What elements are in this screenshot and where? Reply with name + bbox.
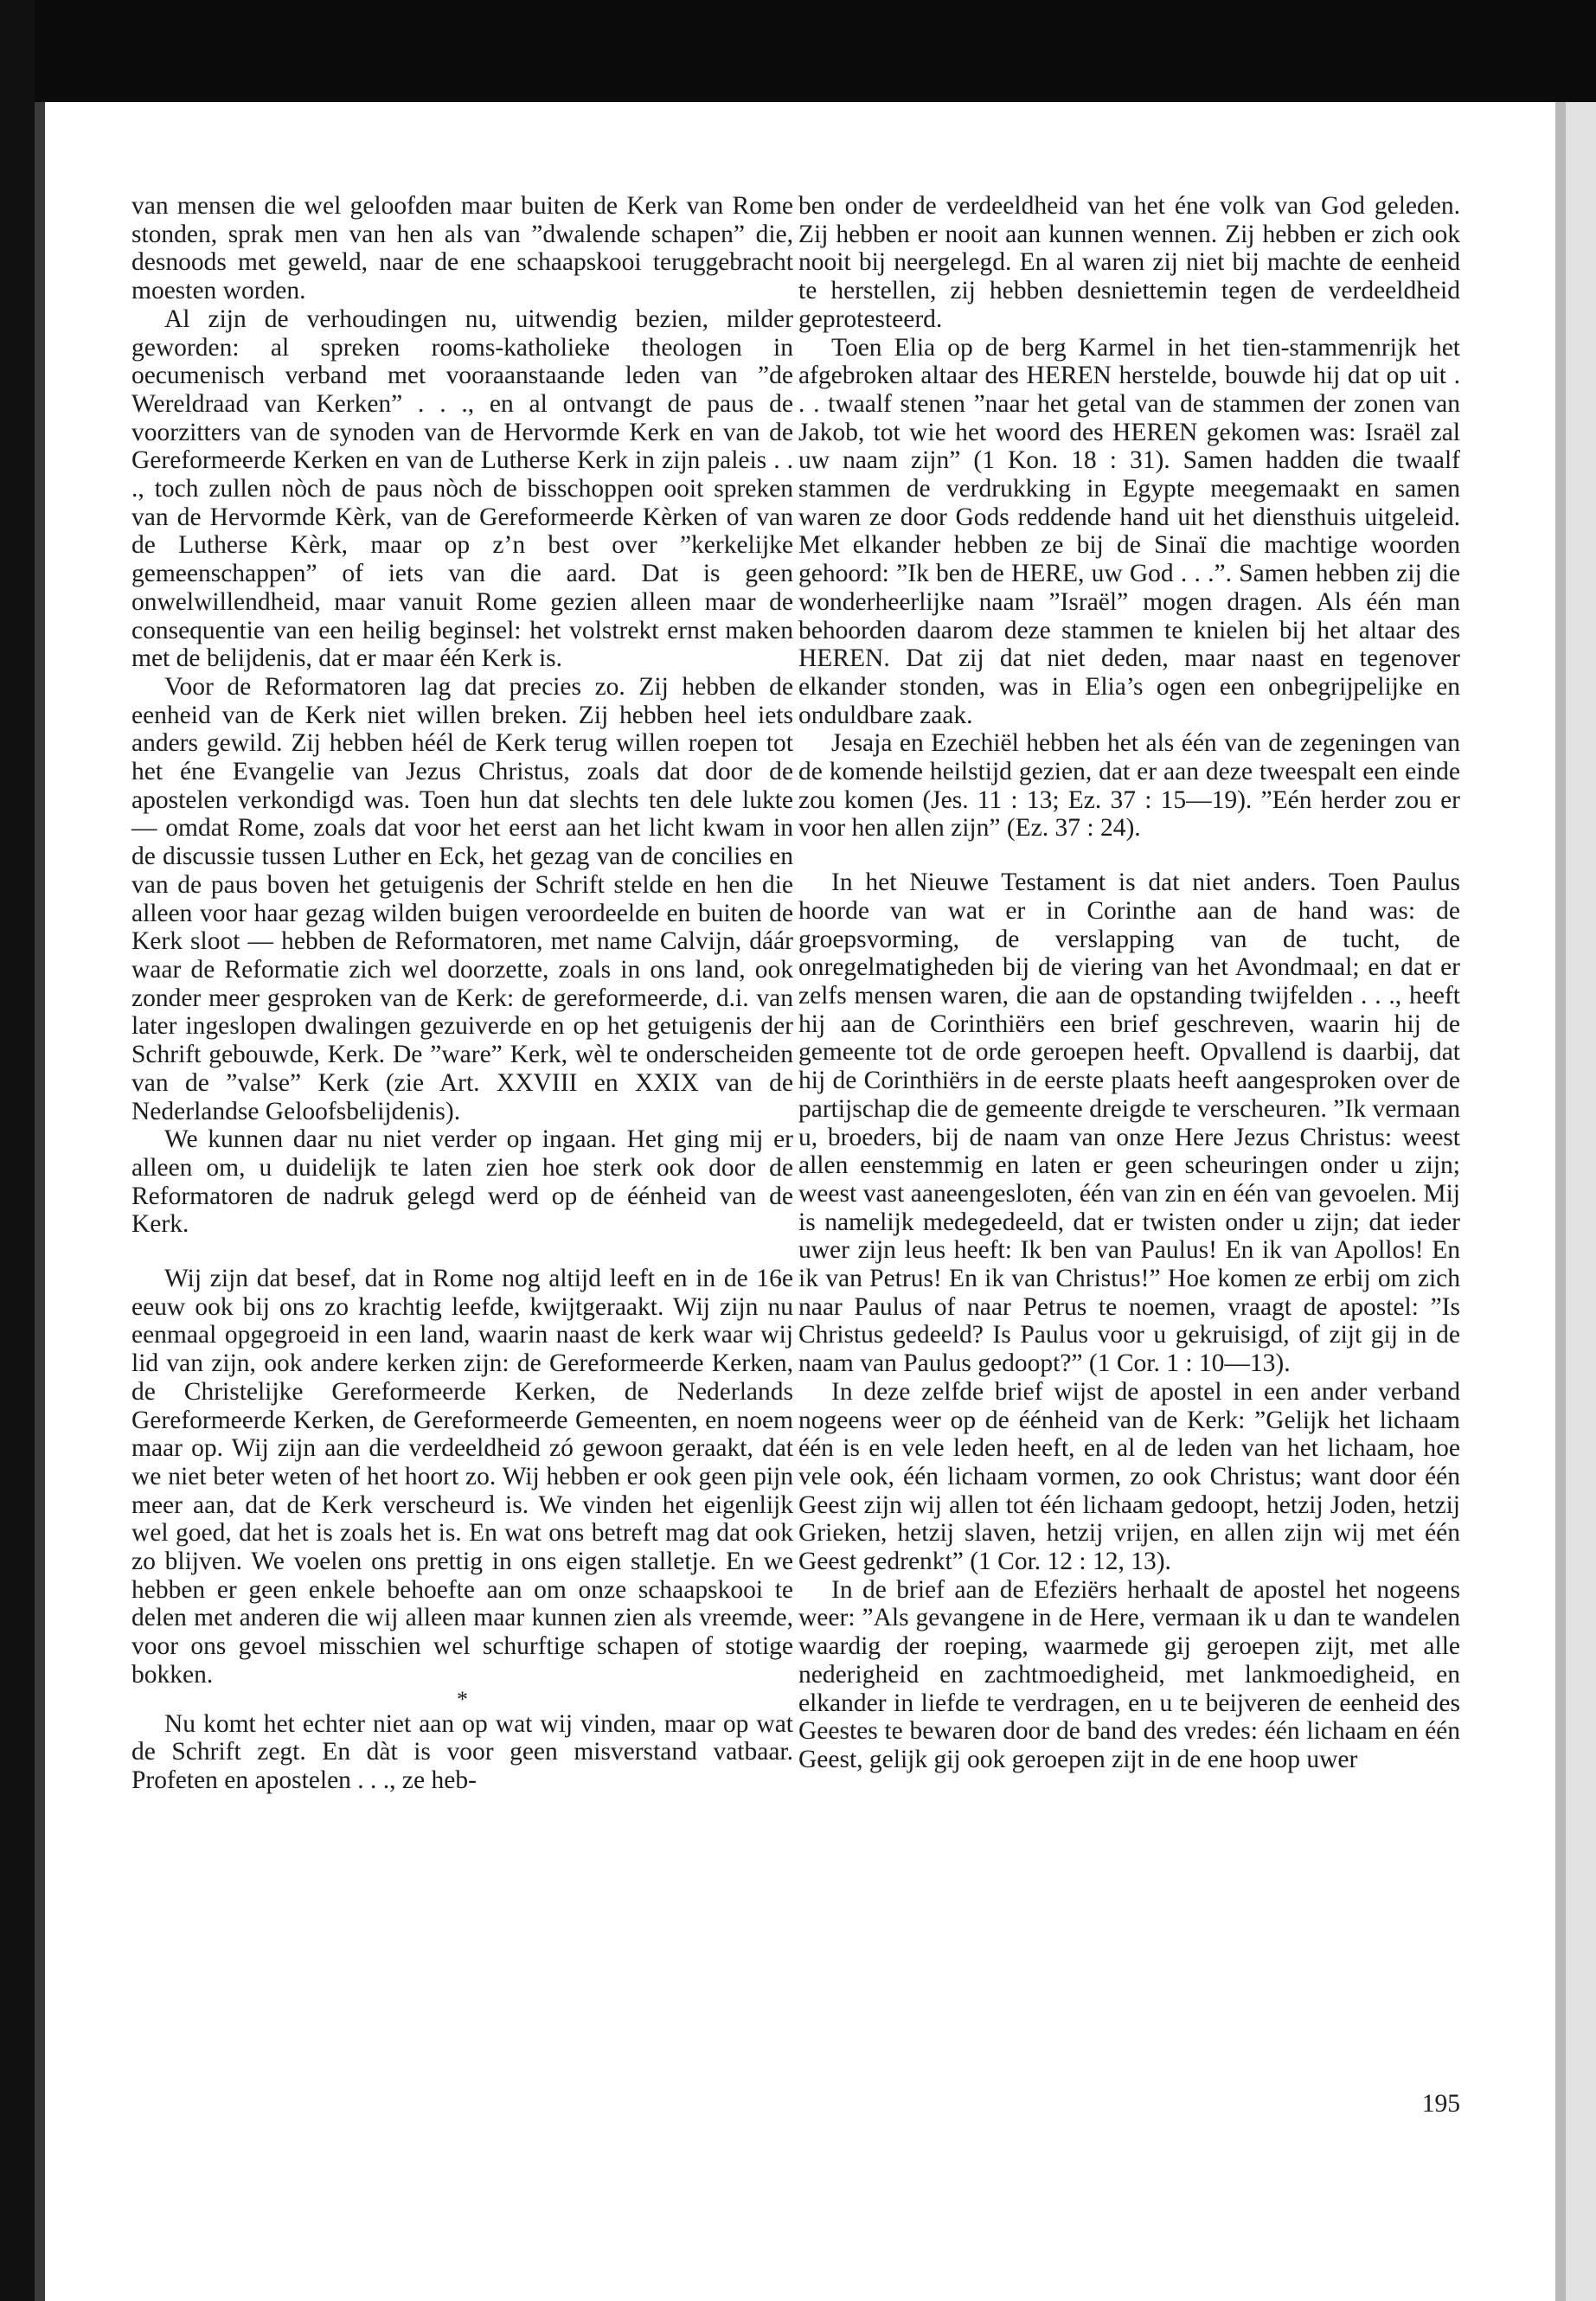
paragraph: ben onder de verdeeldheid van het éne volk van God geleden. Zij hebben er nooit aan kunnen wennen. Zij hebben er zich ook nooit bij neergelegd. En al waren zij niet bij machte de eenheid te herstellen, zij hebben desniettemin tegen de verdeeldheid geprotesteerd. xyxy=(798,192,1460,333)
paragraph: Nu komt het echter niet aan op wat wij vinden, maar op wat de Schrift zegt. En dàt is voor geen misverstand vatbaar. Profeten en apostelen . . ., ze heb- xyxy=(131,1709,793,1794)
scan-top-border xyxy=(0,0,1596,102)
paragraph: van mensen die wel geloofden maar buiten de Kerk van Rome stonden, sprak men van hen als van ”dwalende schapen” die, desnoods met geweld, naar de ene schaapskooi teruggebracht moesten worden. xyxy=(131,192,793,305)
page-edge-shadow xyxy=(1555,102,1566,2301)
section-separator: * xyxy=(457,1686,468,1712)
page-gutter-shadow xyxy=(35,102,45,2301)
right-column xyxy=(798,192,1460,1774)
paragraph: In het Nieuwe Testament is dat niet anders. Toen Paulus hoorde van wat er in Corinthe aan de hand was: de groepsvorming, de verslapping van de tucht, de onregelmatigheden bij de viering van het Avondmaal; en dat er zelfs mensen waren, die aan de opstanding twijfelden . . ., heeft hij aan de Corinthiërs een brief geschreven, waarin hij de gemeente tot de orde geroepen heeft. Opvallend is daarbij, dat hij de Corinthiërs in de eerste plaats heeft aangesproken over de partijschap die de gemeente dreigde te verscheuren. ”Ik vermaan u, broeders, bij de naam van onze Here Jezus Christus: weest allen eenstemmig en laten er geen scheuringen onder u zijn; weest vast aaneengesloten, één van zin en één van gevoelen. Mij is namelijk medegedeeld, dat er twisten onder u zijn; dat ieder uwer zijn leus heeft: Ik ben van Paulus! En ik van Apollos! En ik van Petrus! En ik van Christus!” Hoe komen ze erbij om zich naar Paulus of naar Petrus te noemen, vraagt de apostel: ”Is Christus gedeeld? Is Paulus voor u gekruisigd, of zijt gij in de naam van Paulus gedoopt?” (1 Cor. 1 : 10—13). xyxy=(798,868,1460,1378)
page-number: 195 xyxy=(1421,2090,1460,2118)
paragraph: Voor de Reformatoren lag dat precies zo. Zij hebben de eenheid van de Kerk niet willen breken. Zij hebben heel iets anders gewild. Zij hebben héél de Kerk terug willen roepen tot het éne Evangelie van Jezus Christus, zoals dat door de apostelen verkondigd was. Toen hun dat slechts ten dele lukte — omdat Rome, zoals dat voor het eerst aan het licht kwam in de discussie tussen Luther en Eck, het gezag van de concilies en van de paus boven het getuigenis der Schrift stelde en hen die alleen voor haar gezag wilden buigen veroordeelde en buiten de Kerk sloot — hebben de Reformatoren, met name Calvijn, dáár waar de Reformatie zich wel doorzette, zoals in ons land, ook zonder meer gesproken van de Kerk: de gereformeerde, d.i. van later ingeslopen dwalingen gezuiverde en op het getuigenis der Schrift gebouwde, Kerk. De ”ware” Kerk, wèl te onderscheiden van de ”valse” Kerk (zie Art. XXVIII en XXIX van de Nederlandse Geloofsbelijdenis). xyxy=(131,672,793,1125)
paragraph: Al zijn de verhoudingen nu, uitwendig bezien, milder geworden: al spreken rooms-katholieke theologen in oecumenisch verband met vooraanstaande leden van ”de Wereldraad van Kerken” . . ., en al ontvangt de paus de voorzitters van de synoden van de Hervormde Kerk en van de Gereformeerde Kerken en van de Lutherse Kerk in zijn paleis . . ., toch zullen nòch de paus nòch de bisschoppen ooit spreken van de Hervormde Kèrk, van de Gereformeerde Kèrken of van de Lutherse Kèrk, maar op z’n best over ”kerkelijke gemeenschappen” of iets van die aard. Dat is geen onwelwillendheid, maar vanuit Rome gezien alleen maar de consequentie van een heilig beginsel: het volstrekt ernst maken met de belijdenis, dat er maar één Kerk is. xyxy=(131,304,793,673)
scan-right-border xyxy=(1566,102,1596,2301)
paragraph: Jesaja en Ezechiël hebben het als één van de zegeningen van de komende heilstijd gezien, dat er aan deze tweespalt een einde zou komen (Jes. 11 : 13; Ez. 37 : 15—19). ”Eén herder zou er voor hen allen zijn” (Ez. 37 : 24). xyxy=(798,729,1460,843)
paragraph: In deze zelfde brief wijst de apostel in een ander verband nogeens weer op de éénheid van de Kerk: ”Gelijk het lichaam één is en vele leden heeft, en al de leden van het lichaam, hoe vele ook, één lichaam vormen, zo ook Christus; want door één Geest zijn wij allen tot één lichaam gedoopt, hetzij Joden, hetzij Grieken, hetzij slaven, hetzij vrijen, en allen zijn wij met één Geest gedrenkt” (1 Cor. 12 : 12, 13). xyxy=(798,1377,1460,1576)
paragraph: Toen Elia op de berg Karmel in het tien-stammenrijk het afgebroken altaar des HEREN herstelde, bouwde hij dat op uit . . . twaalf stenen ”naar het getal van de stammen der zonen van Jakob, tot wie het woord des HEREN gekomen was: Israël zal uw naam zijn” (1 Kon. 18 : 31). Samen hadden die twaalf stammen de verdrukking in Egypte meegemaakt en samen waren ze door Gods reddende hand uit het diensthuis uitgeleid. Met elkander hebben ze bij de Sinaï die machtige woorden gehoord: ”Ik ben de HERE, uw God . . .”. Samen hebben zij die wonderheerlijke naam ”Israël” mogen dragen. Als één man behoorden daarom deze stammen te knielen bij het altaar des HEREN. Dat zij dat niet deden, maar naast en tegenover elkander stonden, was in Elia’s ogen een onbegrijpelijke en onduldbare zaak. xyxy=(798,333,1460,729)
scan-left-border xyxy=(0,0,35,2301)
paragraph: Wij zijn dat besef, dat in Rome nog altijd leeft en in de 16e eeuw ook bij ons zo krachtig leefde, kwijtgeraakt. Wij zijn nu eenmaal opgegroeid in een land, waarin naast de kerk waar wij lid van zijn, ook andere kerken zijn: de Gereformeerde Kerken, de Christelijke Gereformeerde Kerken, de Nederlands Gereformeerde Kerken, de Gereformeerde Gemeenten, en noem maar op. Wij zijn aan die verdeeldheid zó gewoon geraakt, dat we niet beter weten of het hoort zo. Wij hebben er ook geen pijn meer aan, dat de Kerk verscheurd is. We vinden het eigenlijk wel goed, dat het is zoals het is. En wat ons betreft mag dat ook zo blijven. We voelen ons prettig in ons eigen stalletje. En we hebben er geen enkele behoefte aan om onze schaapskooi te delen met anderen die wij alleen maar kunnen zien als vreemde, voor ons gevoel misschien wel schurftige schapen of stotige bokken. xyxy=(131,1265,793,1689)
paragraph: In de brief aan de Efeziërs herhaalt de apostel het nogeens weer: ”Als gevangene in de Here, vermaan ik u dan te wandelen waardig der roeping, waarmede gij geroepen zijt, met alle nederigheid en zachtmoedigheid, met lankmoedigheid, en elkander in liefde te verdragen, en u te beijveren de eenheid des Geestes te bewaren door de band des vredes: één lichaam en één Geest, gelijk gij ook geroepen zijt in de ene hoop uwer xyxy=(798,1575,1460,1773)
left-column xyxy=(131,192,793,1795)
paragraph: We kunnen daar nu niet verder op ingaan. Het ging mij er alleen om, u duidelijk te laten zien hoe sterk ook door de Reformatoren de nadruk gelegd werd op de éénheid van de Kerk. xyxy=(131,1125,793,1239)
